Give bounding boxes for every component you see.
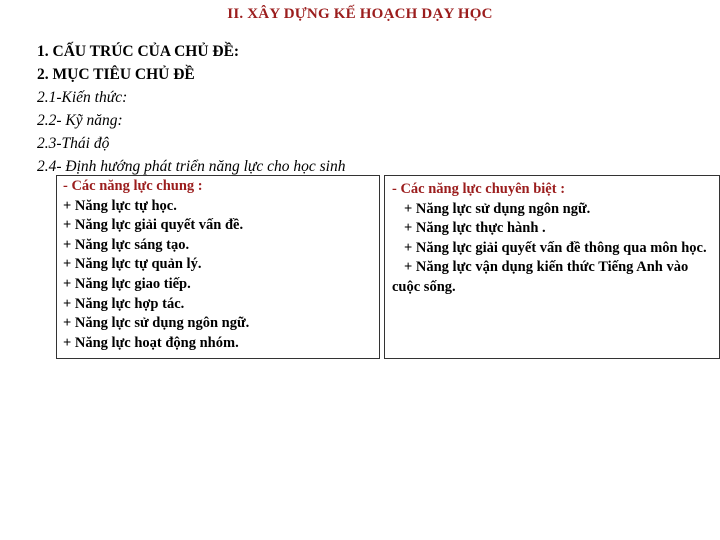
- list-item: + Năng lực giải quyết vấn đề.: [63, 217, 244, 234]
- general-competencies-box: [56, 175, 380, 359]
- list-item: + Năng lực giải quyết vấn đề thông qua môn học.: [404, 239, 707, 256]
- outline-list: [37, 40, 477, 178]
- outline-item-attitude: 2.3-Thái độ: [37, 135, 110, 152]
- page-title: II. XÂY DỰNG KẾ HOẠCH DẠY HỌC: [227, 6, 493, 22]
- outline-item-competency-orientation: 2.4- Định hướng phát triển năng lực cho học sinh: [37, 158, 346, 175]
- general-competencies-heading: - Các năng lực chung :: [63, 178, 203, 194]
- list-item: + Năng lực vận dụng kiến thức Tiếng Anh vào cuộc sống.: [392, 259, 689, 295]
- list-item: + Năng lực tự quản lý.: [63, 256, 202, 273]
- list-item: + Năng lực sử dụng ngôn ngữ.: [404, 200, 591, 217]
- list-item: + Năng lực tự học.: [63, 197, 177, 214]
- list-item: + Năng lực hoạt động nhóm.: [63, 334, 239, 351]
- outline-item-structure: 1. CẤU TRÚC CỦA CHỦ ĐỀ:: [37, 43, 240, 60]
- list-item: + Năng lực giao tiếp.: [63, 275, 191, 292]
- list-item: + Năng lực hợp tác.: [63, 295, 185, 312]
- list-item: + Năng lực sáng tạo.: [63, 236, 190, 253]
- list-item: + Năng lực thực hành .: [404, 220, 546, 237]
- outline-item-objectives: 2. MỤC TIÊU CHỦ ĐỀ: [37, 66, 195, 83]
- specific-competencies-box: [384, 175, 720, 359]
- list-item: + Năng lực sử dụng ngôn ngữ.: [63, 315, 250, 332]
- specific-competencies-heading: - Các năng lực chuyên biệt :: [392, 181, 566, 197]
- outline-item-skills: 2.2- Kỹ năng:: [37, 112, 123, 129]
- outline-item-knowledge: 2.1-Kiến thức:: [37, 89, 128, 106]
